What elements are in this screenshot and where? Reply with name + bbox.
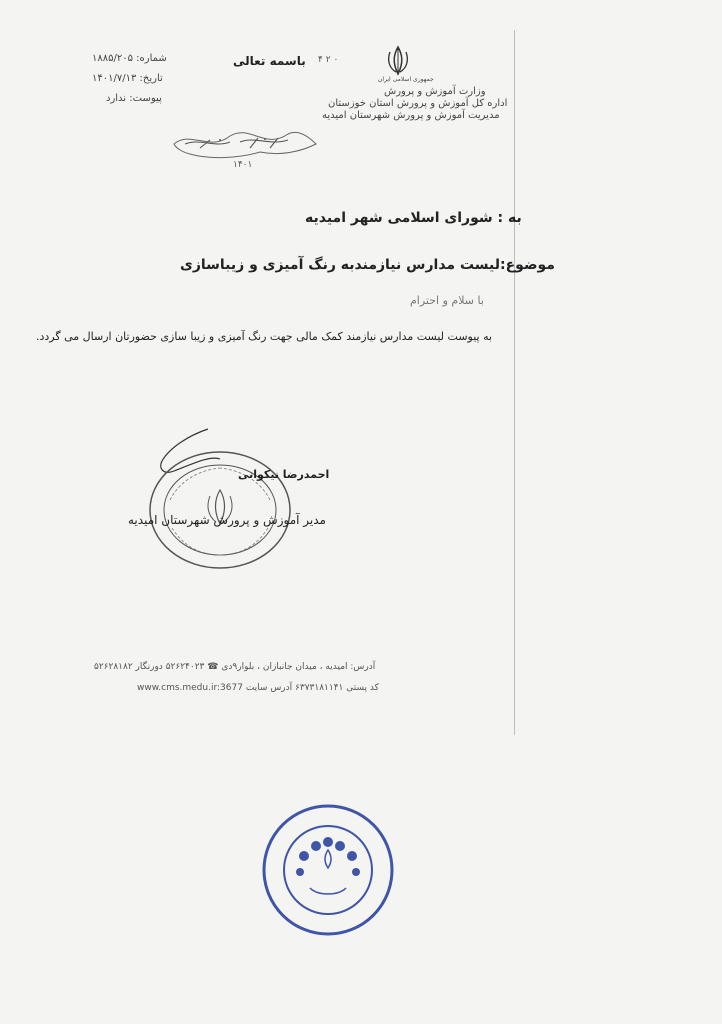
header-small-marks: ۰ ۲ ۴: [318, 55, 339, 65]
footer-site-label: آدرس سایت: [245, 683, 293, 693]
number-label: شماره:: [136, 53, 167, 64]
letter-date: [92, 73, 163, 84]
footer-contact: [94, 662, 375, 672]
number-value: ۱۸۸۵/۲۰۵: [92, 53, 133, 64]
signer-name: احمدرضا نیکوانی: [238, 468, 330, 481]
letter-body: به پیوست لیست مدارس نیازمند کمک مالی جهت رنگ آمیزی و زیبا سازی حضورتان ارسال می گردد.: [36, 330, 493, 343]
addressee-value: شورای اسلامی شهر امیدیه: [305, 210, 493, 226]
footer-postal: ۶۳۷۳۱۸۱۱۴۱: [295, 683, 344, 693]
letter-number: [92, 53, 167, 64]
subject-value: لیست مدارس نیازمندبه رنگ آمیزی و زیباسازی: [180, 257, 500, 273]
date-label: تاریخ:: [139, 73, 163, 84]
subject: [180, 257, 555, 273]
iran-emblem-icon: [383, 44, 413, 80]
footer-site: www.cms.medu.ir:3677: [137, 683, 243, 693]
addressee-label: به :: [497, 210, 522, 226]
attachment-value: ندارد: [106, 93, 127, 104]
addressee: [305, 210, 522, 226]
footer-fax: ۵۲۶۲۸۱۸۲: [94, 662, 133, 672]
signer-title: مدیر آموزش و پرورش شهرستان امیدیه: [128, 513, 326, 527]
city-council-seal-icon: [258, 800, 398, 940]
ministry-line-3: مدیریت آموزش و پرورش شهرستان امیدیه: [322, 110, 500, 121]
footer-fax-label: دورنگار: [135, 662, 163, 672]
calligraphy-caption: ۱۴۰۱: [233, 160, 253, 170]
date-value: ۱۴۰۱/۷/۱۳: [92, 73, 137, 84]
attachment-label: پیوست:: [129, 93, 162, 104]
bismillah: باسمه تعالی: [233, 54, 306, 68]
letter-attachment: [106, 93, 162, 104]
page-edge-line: [514, 30, 515, 735]
greeting: با سلام و احترام: [410, 294, 484, 307]
education-office-seal-icon: [140, 440, 300, 580]
phone-icon: ☎: [207, 662, 219, 672]
ministry-line-1: وزارت آموزش و پرورش: [384, 86, 486, 97]
footer-postal-site: [137, 683, 379, 693]
footer-address: آدرس: امیدیه ، میدان جانبازان ، بلوار۹دی: [221, 662, 376, 672]
footer-postal-label: کد پستی: [346, 683, 379, 693]
emblem-caption: جمهوری اسلامی ایران: [378, 76, 434, 83]
footer-phone: ۵۲۶۲۴۰۲۳: [165, 662, 205, 672]
ministry-line-2: اداره کل آموزش و پرورش استان خوزستان: [328, 98, 508, 109]
subject-label: موضوع:: [500, 257, 555, 273]
